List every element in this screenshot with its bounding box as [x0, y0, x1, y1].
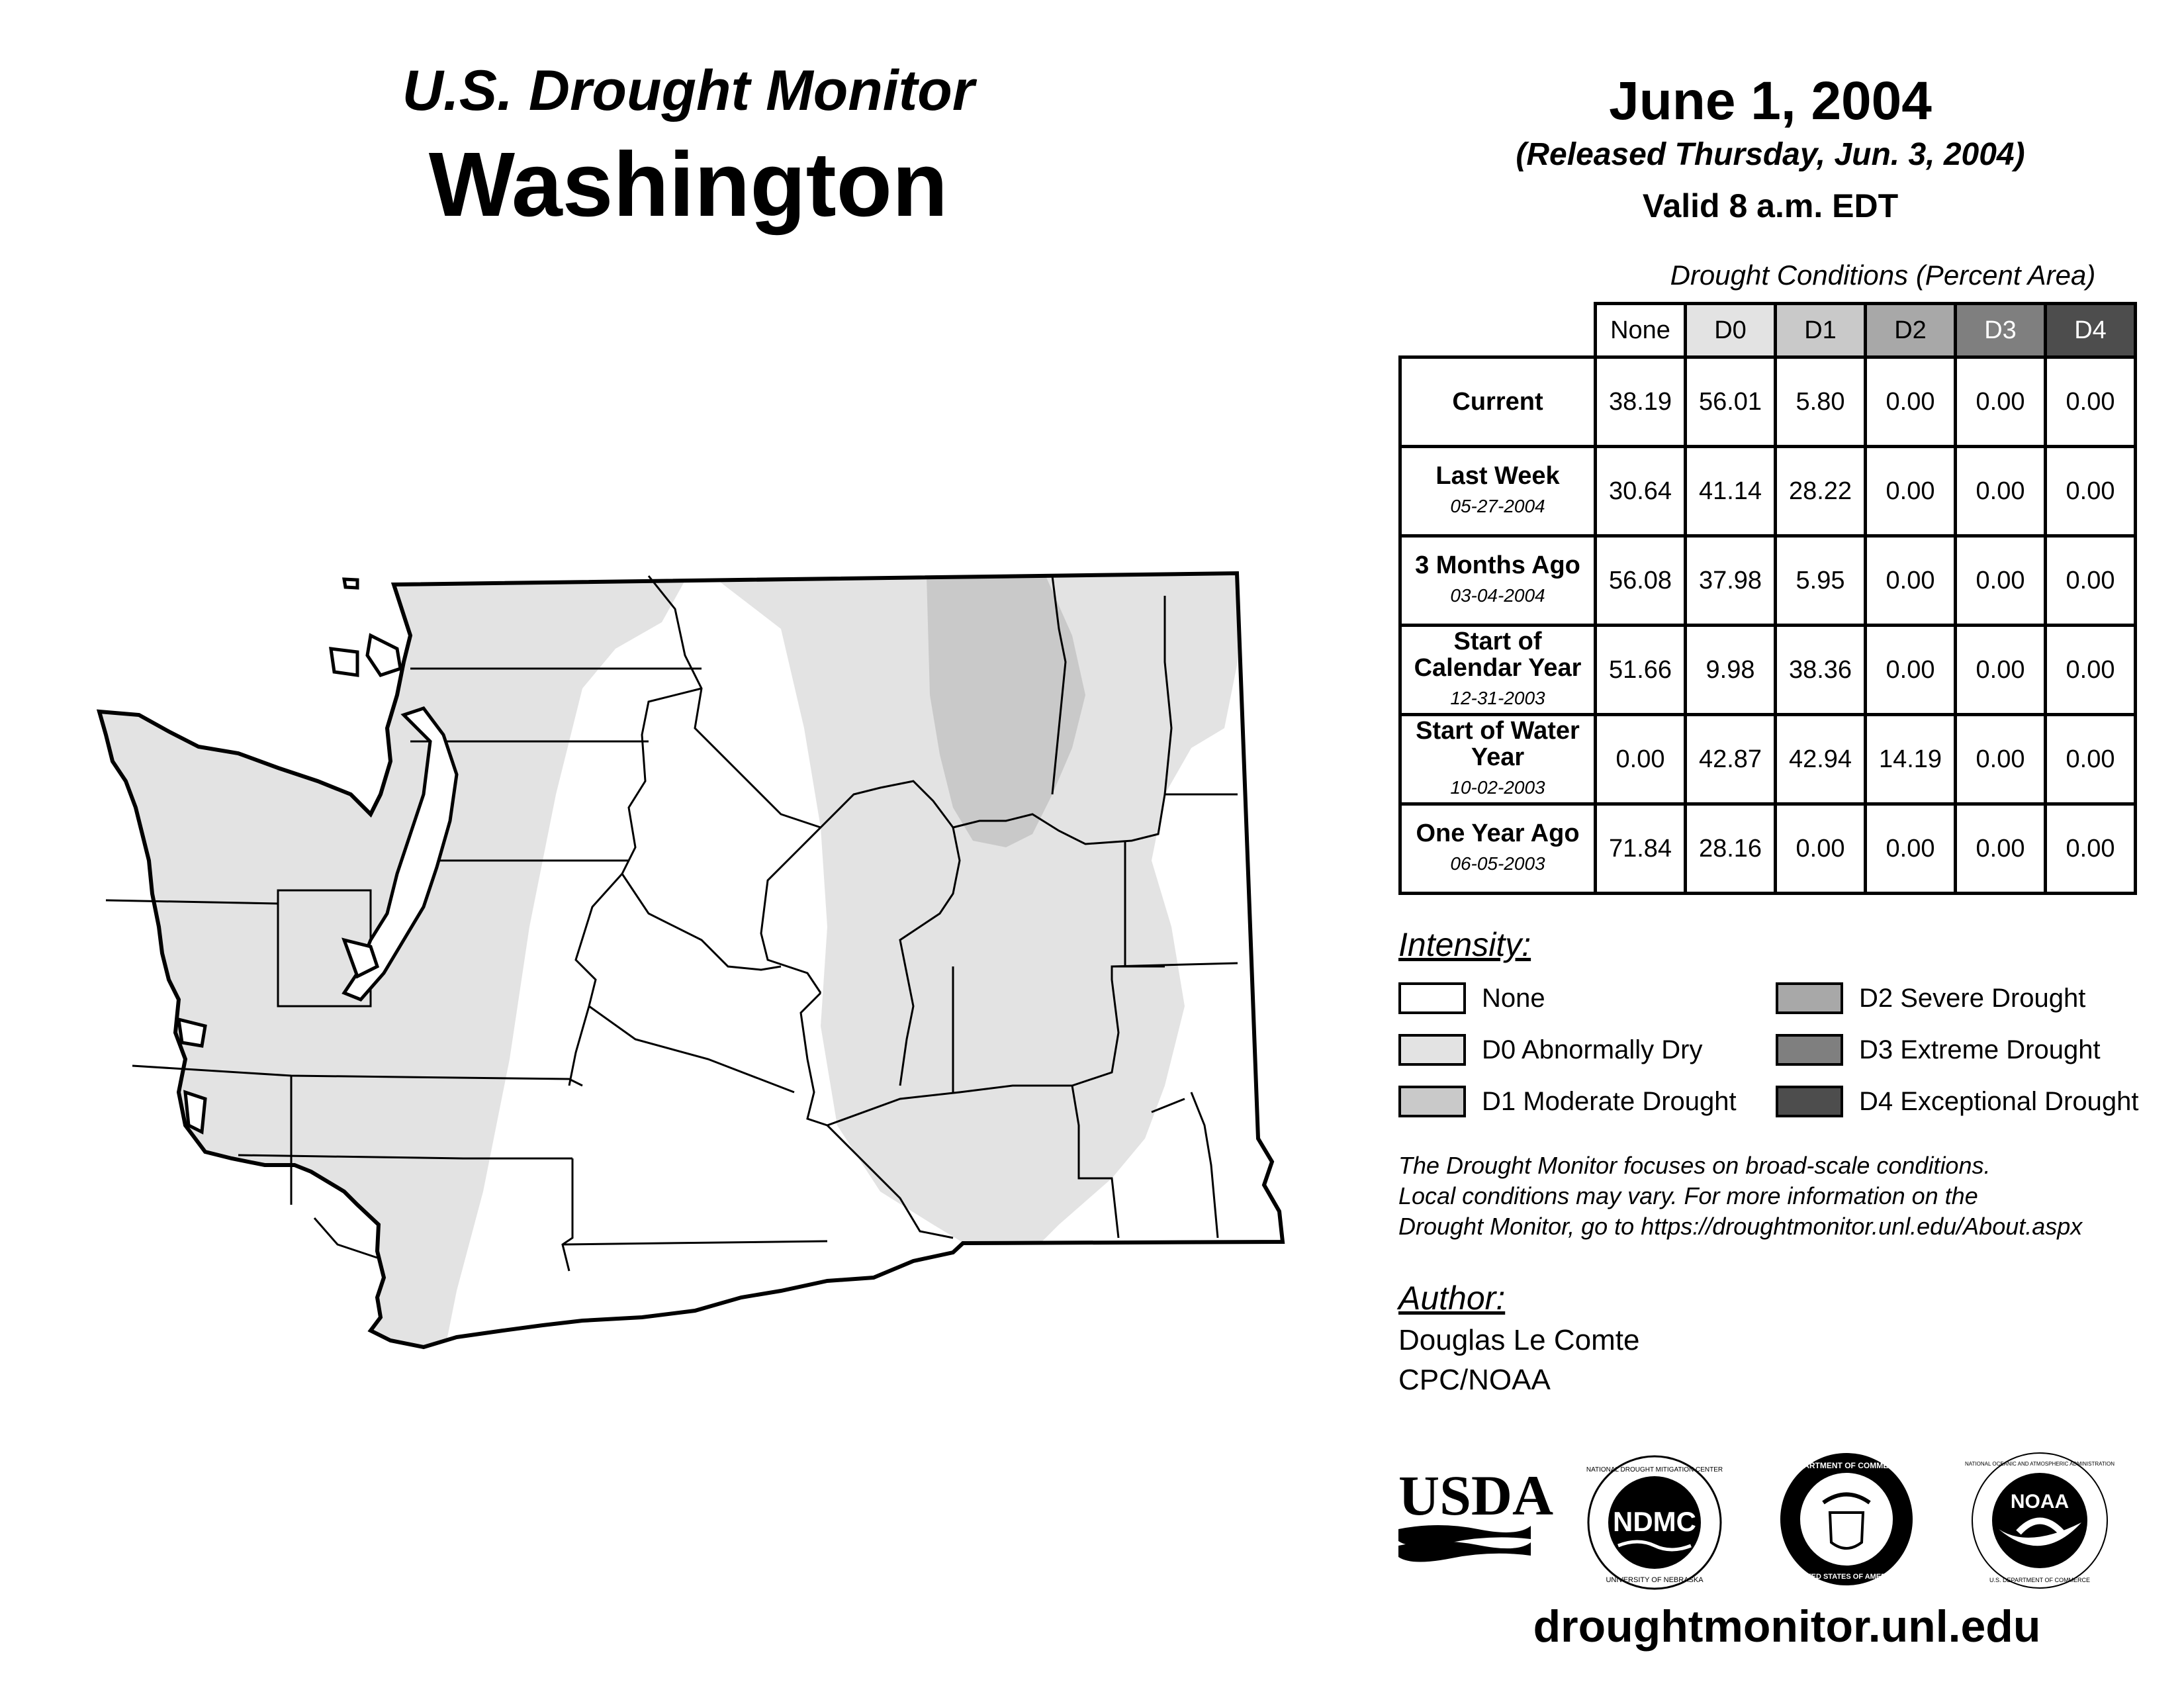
cell-d0: 28.16: [1686, 804, 1776, 894]
legend-item-d3: [1776, 1034, 2101, 1066]
legend-swatch: [1398, 1086, 1466, 1117]
cell-d4: 0.00: [2046, 715, 2136, 804]
commerce-ring-top: DEPARTMENT OF COMMERCE: [1788, 1461, 1905, 1470]
cell-d2: 0.00: [1866, 357, 1956, 447]
cell-d2: 14.19: [1866, 715, 1956, 804]
row-title: One Year Ago: [1416, 820, 1580, 847]
cell-d3: 0.00: [1956, 715, 2046, 804]
disclaimer-line: Local conditions may vary. For more information on the: [1398, 1182, 1978, 1209]
cell-none: 71.84: [1596, 804, 1686, 894]
row-title: 3 Months Ago: [1415, 551, 1580, 579]
table-corner: [1400, 304, 1596, 357]
cell-d3: 0.00: [1956, 447, 2046, 536]
row-label: [1400, 715, 1596, 804]
cell-none: 51.66: [1596, 626, 1686, 715]
cell-none: 30.64: [1596, 447, 1686, 536]
ndmc-logo: [1585, 1453, 1724, 1592]
cell-d3: 0.00: [1956, 536, 2046, 626]
cell-d4: 0.00: [2046, 804, 2136, 894]
row-label: [1400, 357, 1596, 447]
commerce-seal-logo: [1777, 1450, 1916, 1589]
legend-label: D1 Moderate Drought: [1482, 1086, 1737, 1116]
col-header-d1: D1: [1776, 304, 1866, 357]
cell-d4: 0.00: [2046, 626, 2136, 715]
row-date: 12-31-2003: [1450, 688, 1545, 708]
state-name: Washington: [428, 134, 948, 236]
author-org: CPC/NOAA: [1398, 1364, 1551, 1396]
table-row: [1400, 715, 2136, 804]
cell-d0: 56.01: [1686, 357, 1776, 447]
legend-label: D2 Severe Drought: [1859, 983, 2086, 1013]
legend-label: D0 Abnormally Dry: [1482, 1035, 1703, 1064]
cell-d2: 0.00: [1866, 447, 1956, 536]
col-header-d4: D4: [2046, 304, 2136, 357]
commerce-ring-bottom: UNITED STATES OF AMERICA: [1794, 1573, 1899, 1581]
table-row: [1400, 536, 2136, 626]
usda-wordmark: USDA: [1398, 1464, 1554, 1527]
legend-label: None: [1482, 983, 1545, 1013]
map-title: U.S. Drought Monitor: [402, 59, 975, 122]
cell-d2: 0.00: [1866, 536, 1956, 626]
table-caption: Drought Conditions (Percent Area): [1670, 259, 2096, 291]
row-label: [1400, 626, 1596, 715]
footer-url[interactable]: droughtmonitor.unl.edu: [1533, 1601, 2041, 1652]
cell-d1: 5.80: [1776, 357, 1866, 447]
cell-d3: 0.00: [1956, 626, 2046, 715]
legend-item-d2: [1776, 982, 2085, 1014]
cell-d3: 0.00: [1956, 804, 2046, 894]
legend-swatch: [1398, 982, 1466, 1014]
col-header-d3: D3: [1956, 304, 2046, 357]
col-header-none: None: [1596, 304, 1686, 357]
legend-label: D3 Extreme Drought: [1859, 1035, 2101, 1064]
cell-none: 56.08: [1596, 536, 1686, 626]
cell-none: 0.00: [1596, 715, 1686, 804]
cell-d4: 0.00: [2046, 357, 2136, 447]
disclaimer-line: Drought Monitor, go to https://droughtmonitor.unl.edu/About.aspx: [1398, 1213, 2083, 1240]
noaa-logo: [1965, 1450, 2115, 1592]
legend-swatch: [1776, 982, 1843, 1014]
ndmc-ring-top: NATIONAL DROUGHT MITIGATION CENTER: [1586, 1466, 1723, 1474]
table-row: [1400, 626, 2136, 715]
drought-conditions-table: [1398, 302, 2137, 895]
legend-item-d0: [1398, 1034, 1702, 1066]
cell-d4: 0.00: [2046, 536, 2136, 626]
row-date: 05-27-2004: [1450, 496, 1545, 516]
row-label: [1400, 447, 1596, 536]
legend-label: D4 Exceptional Drought: [1859, 1086, 2139, 1116]
legend-item-d4: [1776, 1086, 2138, 1117]
legend-item-d1: [1398, 1086, 1737, 1117]
author-name: Douglas Le Comte: [1398, 1324, 1640, 1356]
usda-logo: [1398, 1463, 1554, 1562]
col-header-d2: D2: [1866, 304, 1956, 357]
noaa-ring-top: NATIONAL OCEANIC AND ATMOSPHERIC ADMINISTRATION: [1965, 1461, 2115, 1467]
cell-none: 38.19: [1596, 357, 1686, 447]
cell-d1: 0.00: [1776, 804, 1866, 894]
release-date: (Released Thursday, Jun. 3, 2004): [1516, 137, 2025, 172]
table-row: [1400, 447, 2136, 536]
legend-swatch: [1398, 1034, 1466, 1066]
row-date: 06-05-2003: [1450, 853, 1545, 874]
row-title: Start of Calendar Year: [1414, 628, 1582, 682]
author-heading: Author:: [1398, 1280, 1506, 1317]
cell-d0: 9.98: [1686, 626, 1776, 715]
cell-d0: 41.14: [1686, 447, 1776, 536]
ndmc-wordmark: NDMC: [1613, 1506, 1696, 1537]
legend-swatch: [1776, 1034, 1843, 1066]
cell-d2: 0.00: [1866, 804, 1956, 894]
legend-item-none: [1398, 982, 1545, 1014]
map-date: June 1, 2004: [1609, 71, 1932, 131]
cell-d3: 0.00: [1956, 357, 2046, 447]
legend-swatch: [1776, 1086, 1843, 1117]
table-row: [1400, 357, 2136, 447]
cell-d1: 38.36: [1776, 626, 1866, 715]
table-header-row: [1400, 304, 2136, 357]
valid-time: Valid 8 a.m. EDT: [1642, 187, 1899, 224]
row-title: Start of Water Year: [1416, 717, 1580, 771]
cell-d4: 0.00: [2046, 447, 2136, 536]
row-title: Last Week: [1435, 462, 1560, 490]
table-row: [1400, 804, 2136, 894]
row-date: 10-02-2003: [1450, 777, 1545, 798]
cell-d1: 5.95: [1776, 536, 1866, 626]
cell-d1: 42.94: [1776, 715, 1866, 804]
col-header-d0: D0: [1686, 304, 1776, 357]
ndmc-ring-bottom: UNIVERSITY OF NEBRASKA: [1606, 1576, 1704, 1584]
disclaimer-line: The Drought Monitor focuses on broad-scale conditions.: [1398, 1152, 1991, 1179]
legend-title: Intensity:: [1398, 926, 1531, 963]
row-title: Current: [1452, 388, 1543, 416]
noaa-ring-bottom: U.S. DEPARTMENT OF COMMERCE: [1989, 1577, 2091, 1583]
disclaimer: [1398, 1150, 2173, 1242]
row-date: 03-04-2004: [1450, 585, 1545, 606]
cell-d2: 0.00: [1866, 626, 1956, 715]
row-label: [1400, 536, 1596, 626]
cell-d0: 42.87: [1686, 715, 1776, 804]
row-label: [1400, 804, 1596, 894]
cell-d1: 28.22: [1776, 447, 1866, 536]
noaa-wordmark: NOAA: [2010, 1491, 2070, 1513]
cell-d0: 37.98: [1686, 536, 1776, 626]
